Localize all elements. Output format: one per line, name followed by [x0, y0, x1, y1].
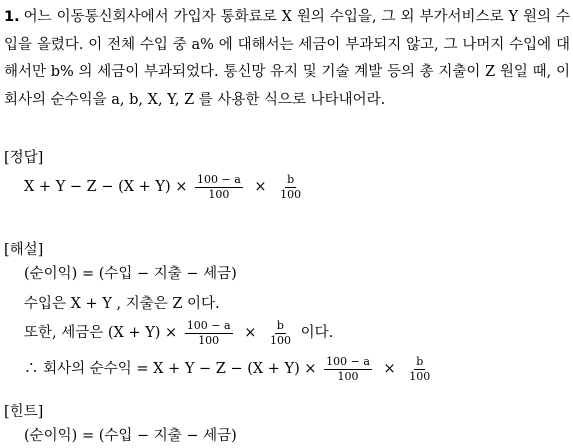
- hint-label: [힌트]: [4, 404, 44, 420]
- explanation-line-4-fraction-2-denominator: 100: [409, 369, 431, 383]
- explanation-line-3-fraction-2-numerator: b: [276, 318, 284, 332]
- problem-text: 어느 이동통신회사에서 가입자 통화료로 X 원의 수입을, 그 외 부가서비스로 Y 원의 수입을 올렸다. 이 전체 수입 중 a% 에 대해서는 세금이 부과되지 않고, 그 나머지 수입에 대해서만 b% 의 세금이 부과되었다. 통신망 유지 및 기술 계발 등의 총 지출이 Z 원일 때, 이 회사의 순수익을 a, b, X, Y, Z 를 사용한 식으로 나타내어라.: [4, 9, 570, 108]
- explanation-line-4-fraction-1-numerator: 100 − a: [326, 354, 370, 368]
- explanation-line-3-fraction-2: [268, 319, 293, 348]
- answer-fraction-2-denominator: 100: [280, 187, 302, 201]
- explanation-line-3-fraction-1-denominator: 100: [198, 333, 220, 347]
- problem-number: 1.: [4, 9, 20, 25]
- answer-fraction-1-numerator: 100 − a: [197, 172, 241, 186]
- explanation-line-4-times-sign: ×: [383, 361, 396, 377]
- hint-line-1: (순이익) = (수입 − 지출 − 세금): [24, 428, 237, 444]
- explanation-line-4-fraction-2-numerator: b: [416, 354, 424, 368]
- answer-fraction-1: [195, 173, 243, 202]
- explanation-line-4-fraction-1: [324, 355, 372, 384]
- explanation-line-4-prefix: ∴ 회사의 순수익 = X + Y − Z − (X + Y) ×: [24, 361, 317, 377]
- explanation-line-1: (순이익) = (수입 − 지출 − 세금): [24, 266, 237, 282]
- explanation-line-3-fraction-2-denominator: 100: [269, 333, 291, 347]
- explanation-line-4-fraction-2: [407, 355, 432, 384]
- explanation-label: [해설]: [4, 242, 44, 258]
- answer-fraction-2-numerator: b: [287, 172, 295, 186]
- answer-fraction-1-denominator: 100: [208, 187, 230, 201]
- answer-fraction-2: [278, 173, 303, 202]
- answer-times-sign: ×: [254, 179, 267, 195]
- explanation-line-3-suffix: 이다.: [300, 325, 334, 341]
- answer-formula: [24, 170, 306, 204]
- explanation-line-3: [24, 316, 333, 350]
- explanation-line-3-times-sign: ×: [244, 325, 257, 341]
- answer-label: [정답]: [4, 150, 44, 166]
- explanation-line-4-fraction-1-denominator: 100: [337, 369, 359, 383]
- explanation-line-2: 수입은 X + Y , 지출은 Z 이다.: [24, 296, 220, 312]
- explanation-line-3-fraction-1: [185, 319, 233, 348]
- explanation-line-4: [24, 352, 435, 386]
- answer-expr-prefix: X + Y − Z − (X + Y) ×: [24, 179, 188, 195]
- problem-statement: [4, 4, 570, 114]
- explanation-line-3-fraction-1-numerator: 100 − a: [186, 318, 231, 332]
- explanation-line-3-prefix: 또한, 세금은 (X + Y) ×: [24, 325, 178, 341]
